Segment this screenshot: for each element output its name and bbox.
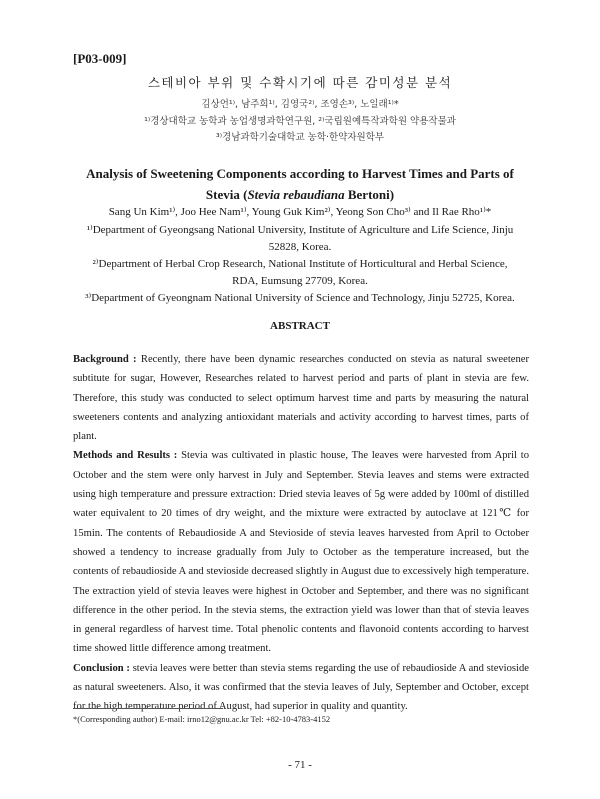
methods-paragraph xyxy=(73,446,529,658)
abstract-heading: ABSTRACT xyxy=(270,320,330,332)
conclusion-label: Conclusion : xyxy=(73,662,133,674)
korean-title: 스테비아 부위 및 수확시기에 따른 감미성분 분석 xyxy=(147,75,453,90)
english-title-line2: Stevia (Stevia rebaudiana Bertoni) xyxy=(205,187,395,202)
background-label: Background : xyxy=(73,354,141,365)
english-affiliation-2b: RDA, Eumsung 27709, Korea. xyxy=(232,275,368,287)
page-number: - 71 - xyxy=(288,759,312,771)
korean-affiliation-1: ¹⁾경상대학교 농학과 농업생명과학연구원, ²⁾국립원예특작과학원 약용작물과 xyxy=(144,116,456,127)
english-title-line1: Analysis of Sweetening Components according to Harvest Times and Parts of xyxy=(86,166,514,181)
background-text: Recently, there have been dynamic researches conducted on stevia as natural sweetener subtitute for sugar, However, Researches related to harvest period and parts of plant in stevia are few. Therefore, this study was conducted to select optimum harvest time and parts by measuring the natural sweeteners contents and analyzing antioxidant materials and activity according to harvest times, parts of plant. xyxy=(73,354,529,443)
scientific-name: Stevia rebaudiana xyxy=(247,187,345,202)
background-paragraph xyxy=(73,350,529,446)
english-affiliation-1a: ¹⁾Department of Gyeongsang National University, Institute of Agriculture and Life Science, Jinju xyxy=(86,224,514,236)
english-affiliation-1b: 52828, Korea. xyxy=(268,241,332,253)
poster-code: [P03-009] xyxy=(73,51,127,66)
corresponding-author-footnote: *(Corresponding author) E-mail: irno12@gnu.ac.kr Tel: +82-10-4783-4152 xyxy=(73,714,331,724)
methods-label: Methods and Results : xyxy=(73,450,182,462)
english-authors: Sang Un Kim¹⁾, Joo Hee Nam¹⁾, Young Guk Kim²⁾, Yeong Son Cho³⁾ and Il Rae Rho¹⁾* xyxy=(108,206,492,218)
abstract-body xyxy=(73,350,529,717)
english-title xyxy=(60,163,540,205)
conclusion-text: stevia leaves were better than stevia stems regarding the use of rebaudioside A and stevioside as natural sweeteners. Also, it was confirmed that the stevia leaves of July, September and October, except for the high temperature period of August, had superior in quality and quantity. xyxy=(73,662,529,713)
english-affiliation-3: ³⁾Department of Gyeongnam National University of Science and Technology, Jinju 52725, Korea. xyxy=(85,292,515,304)
korean-authors: 김상언¹⁾, 남주희¹⁾, 김영국²⁾, 조영손³⁾, 노일래¹⁾* xyxy=(201,99,399,110)
footnote-divider xyxy=(73,708,223,709)
methods-text: Stevia was cultivated in plastic house, The leaves were harvested from April to October and the stem were only harvest in July and September. Stevia leaves and stems were extracted using high temperature and pressure extraction: Dried stevia leaves of 5g were added by 100ml of distilled water equivalent to 20 times of dry weight, and the mixture were extracted by autoclave at 121℃ for 15min. The contents of Rebaudioside A and Stevioside of stevia leaves harvested from April to October showed a tendency to increase gradually from July to October as the temperature increased, but the contents of rebaudioside A and stevioside decreased slightly in August due to excessively high temperature. The extraction yield of stevia leaves were highest in October and September, and there was no significant difference in the other period. In the stevia stems, the extraction yield was lower than that of stevia leaves in general regardless of harvest time. Total phenolic contents and flavonoid contents according to harvest time showed little difference among treatment. xyxy=(73,450,529,655)
english-affiliation-2a: ²⁾Department of Herbal Crop Research, National Institute of Horticultural and Herbal Science, xyxy=(92,258,508,270)
korean-affiliation-2: ³⁾경남과학기술대학교 농학·한약자원학부 xyxy=(215,132,385,143)
